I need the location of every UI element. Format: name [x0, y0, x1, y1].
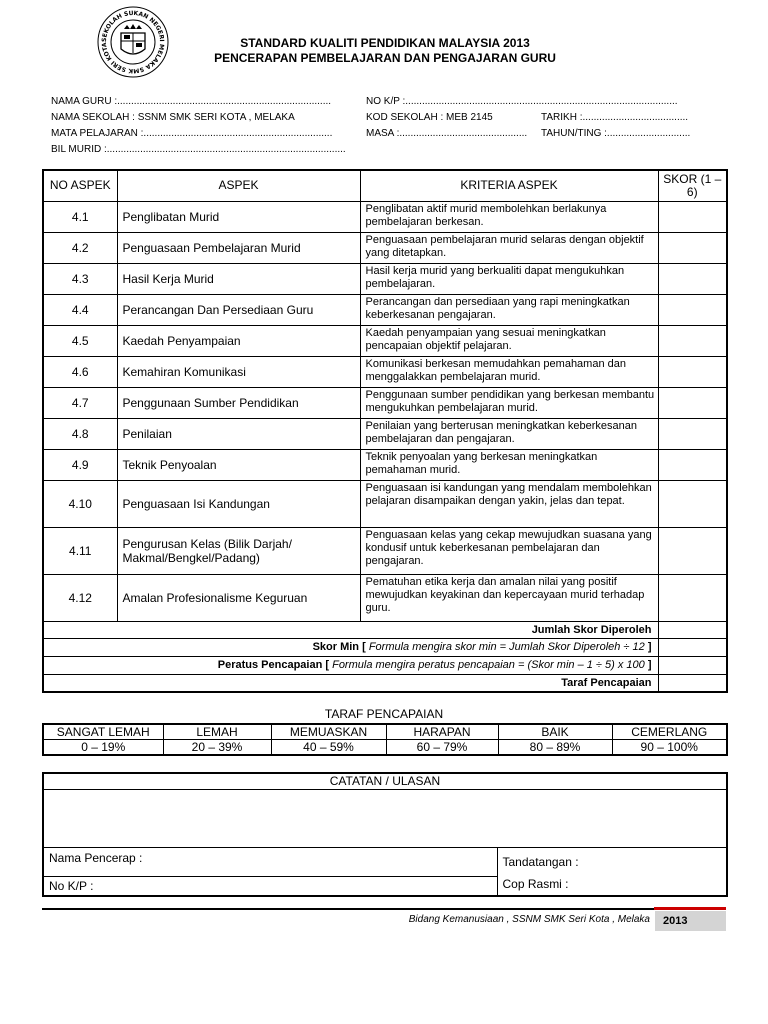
aspek-name: Kaedah Penyampaian — [117, 325, 360, 356]
masa-field[interactable]: MASA :.............................................. — [366, 128, 528, 139]
taraf-range: 0 – 19% — [43, 740, 163, 756]
nama-guru-field[interactable]: NAMA GURU :............................................................................. — [51, 96, 332, 107]
peratus-value-cell[interactable] — [658, 656, 727, 674]
skor-cell[interactable] — [658, 449, 727, 480]
table-row — [43, 480, 727, 527]
aspek-name: Hasil Kerja Murid — [117, 263, 360, 294]
aspek-no: 4.6 — [43, 356, 117, 387]
aspek-name: Penglibatan Murid — [117, 201, 360, 232]
taraf-level: MEMUASKAN — [271, 724, 386, 740]
taraf-pencapaian-title: TARAF PENCAPAIAN — [324, 707, 444, 721]
kriteria-text: Hasil kerja murid yang berkualiti dapat mengukuhkan pembelajaran. — [360, 263, 658, 294]
peratus-title: Peratus Pencapaian [ — [217, 659, 330, 671]
taraf-range: 40 – 59% — [271, 740, 386, 756]
taraf-level: LEMAH — [163, 724, 271, 740]
no-kp-pencerap-field[interactable]: No K/P : — [43, 877, 497, 896]
jumlah-label: Jumlah Skor Diperoleh — [43, 621, 658, 638]
jumlah-row — [43, 621, 727, 638]
kriteria-text: Pematuhan etika kerja dan amalan nilai yang positif mewujudkan keyakinan dan kepercayaan murid terhadap guru. — [360, 574, 658, 621]
aspek-no: 4.3 — [43, 263, 117, 294]
taraf-row — [43, 674, 727, 692]
aspek-name: Perancangan Dan Persediaan Guru — [117, 294, 360, 325]
aspek-no: 4.11 — [43, 527, 117, 574]
footer-accent — [654, 907, 726, 910]
peratus-row — [43, 656, 727, 674]
header-no-aspek: NO ASPEK — [43, 170, 117, 201]
aspek-no: 4.7 — [43, 387, 117, 418]
table-header-row — [43, 170, 727, 201]
taraf-range: 20 – 39% — [163, 740, 271, 756]
table-row — [43, 232, 727, 263]
kriteria-text: Penilaian yang berterusan meningkatkan keberkesanan pembelajaran dan pengajaran. — [360, 418, 658, 449]
skor-cell[interactable] — [658, 387, 727, 418]
footer-year: 2013 — [655, 911, 726, 931]
aspek-no: 4.4 — [43, 294, 117, 325]
skor-cell[interactable] — [658, 263, 727, 294]
taraf-level: HARAPAN — [386, 724, 498, 740]
taraf-range: 90 – 100% — [612, 740, 727, 756]
kod-sekolah-field: KOD SEKOLAH : MEB 2145 — [366, 112, 493, 123]
catatan-area[interactable] — [43, 789, 727, 847]
table-row — [43, 201, 727, 232]
tandatangan-cell[interactable] — [497, 847, 727, 896]
jumlah-value-cell[interactable] — [658, 621, 727, 638]
title-line-2: PENCERAPAN PEMBELAJARAN DAN PENGAJARAN GURU — [214, 51, 556, 65]
aspek-name: Kemahiran Komunikasi — [117, 356, 360, 387]
teacher-info-section — [51, 94, 721, 158]
table-row — [43, 449, 727, 480]
skor-cell[interactable] — [658, 574, 727, 621]
aspek-name: Penguasaan Isi Kandungan — [117, 480, 360, 527]
aspek-name: Amalan Profesionalisme Keguruan — [117, 574, 360, 621]
header-skor: SKOR (1 – 6) — [658, 170, 727, 201]
skor-cell[interactable] — [658, 527, 727, 574]
aspek-no: 4.5 — [43, 325, 117, 356]
table-row — [43, 418, 727, 449]
aspek-no: 4.12 — [43, 574, 117, 621]
assessment-table — [42, 169, 728, 693]
taraf-level: BAIK — [498, 724, 612, 740]
form-title — [180, 36, 590, 66]
mata-pelajaran-field[interactable]: MATA PELAJARAN :.................................................................... — [51, 128, 333, 139]
table-row — [43, 356, 727, 387]
taraf-range: 60 – 79% — [386, 740, 498, 756]
title-line-1: STANDARD KUALITI PENDIDIKAN MALAYSIA 2013 — [240, 36, 530, 50]
kriteria-text: Teknik penyoalan yang berkesan meningkatkan pemahaman murid. — [360, 449, 658, 480]
skor-min-title: Skor Min [ — [312, 641, 366, 653]
kriteria-text: Penggunaan sumber pendidikan yang berkesan membantu mengukuhkan pembelajaran murid. — [360, 387, 658, 418]
kriteria-text: Penglibatan aktif murid membolehkan berlakunya pembelajaran berkesan. — [360, 201, 658, 232]
kriteria-text: Komunikasi berkesan memudahkan pemahaman dan menggalakkan pembelajaran murid. — [360, 356, 658, 387]
nama-pencerap-field[interactable]: Nama Pencerap : — [43, 847, 497, 877]
kriteria-text: Perancangan dan persediaan yang rapi meningkatkan keberkesanan pengajaran. — [360, 294, 658, 325]
kriteria-text: Penguasaan kelas yang cekap mewujudkan suasana yang kondusif untuk keberkesanan pembelajaran dan pengajaran. — [360, 527, 658, 574]
taraf-levels-row — [43, 724, 727, 740]
table-row — [43, 263, 727, 294]
catatan-title: CATATAN / ULASAN — [43, 773, 727, 789]
aspek-name: Penilaian — [117, 418, 360, 449]
skor-cell[interactable] — [658, 418, 727, 449]
peratus-formula: Formula mengira peratus pencapaian = (Skor min – 1 ÷ 5) x 100 — [332, 659, 645, 671]
catatan-section — [42, 772, 728, 897]
table-row — [43, 387, 727, 418]
kriteria-text: Kaedah penyampaian yang sesuai meningkatkan pencapaian objektif pelajaran. — [360, 325, 658, 356]
aspek-name: Teknik Penyoalan — [117, 449, 360, 480]
taraf-value-cell[interactable] — [658, 674, 727, 692]
skor-min-formula: Formula mengira skor min = Jumlah Skor Diperoleh ÷ 12 — [368, 641, 645, 653]
taraf-level: CEMERLANG — [612, 724, 727, 740]
tahun-ting-field[interactable]: TAHUN/TING :.............................. — [541, 128, 691, 139]
taraf-pencapaian-table — [42, 723, 728, 756]
skor-min-close: ] — [647, 641, 652, 653]
table-row — [43, 527, 727, 574]
peratus-label — [43, 656, 658, 674]
tandatangan-label: Tandatangan : — [502, 854, 579, 869]
footer-text: Bidang Kemanusiaan , SSNM SMK Seri Kota , Melaka — [408, 914, 650, 925]
header-kriteria: KRITERIA ASPEK — [360, 170, 658, 201]
cop-rasmi-label: Cop Rasmi : — [502, 876, 569, 891]
aspek-name: Pengurusan Kelas (Bilik Darjah/ Makmal/Bengkel/Padang) — [117, 527, 360, 574]
taraf-label: Taraf Pencapaian — [43, 674, 658, 692]
skor-min-label — [43, 638, 658, 656]
taraf-level: SANGAT LEMAH — [43, 724, 163, 740]
header-aspek: ASPEK — [117, 170, 360, 201]
skor-cell[interactable] — [658, 201, 727, 232]
kriteria-text: Penguasaan pembelajaran murid selaras dengan objektif yang ditetapkan. — [360, 232, 658, 263]
table-row — [43, 325, 727, 356]
skor-cell[interactable] — [658, 232, 727, 263]
peratus-close: ] — [647, 659, 652, 671]
nama-sekolah-field: NAMA SEKOLAH : SSNM SMK SERI KOTA , MELAKA — [51, 112, 295, 123]
table-row — [43, 574, 727, 621]
table-row — [43, 294, 727, 325]
tarikh-field[interactable]: TARIKH :...................................... — [541, 112, 689, 123]
aspek-name: Penggunaan Sumber Pendidikan — [117, 387, 360, 418]
skor-cell[interactable] — [658, 325, 727, 356]
skor-min-row — [43, 638, 727, 656]
skor-cell[interactable] — [658, 356, 727, 387]
taraf-ranges-row — [43, 740, 727, 756]
aspek-name: Penguasaan Pembelajaran Murid — [117, 232, 360, 263]
footer-divider — [42, 908, 726, 910]
seal-text: SEKOLAH SUKAN NEGERI MELAKA SMK SERI KOTA — [100, 9, 166, 75]
skor-cell[interactable] — [658, 480, 727, 527]
skor-min-value-cell[interactable] — [658, 638, 727, 656]
aspek-no: 4.9 — [43, 449, 117, 480]
school-seal-logo — [96, 5, 170, 79]
aspek-no: 4.10 — [43, 480, 117, 527]
taraf-range: 80 – 89% — [498, 740, 612, 756]
aspek-no: 4.1 — [43, 201, 117, 232]
skor-cell[interactable] — [658, 294, 727, 325]
kriteria-text: Penguasaan isi kandungan yang mendalam membolehkan pelajaran disampaikan dengan yakin, jelas dan tepat. — [360, 480, 658, 527]
no-kp-field[interactable]: NO K/P :.................................................................................................. — [366, 96, 678, 107]
bil-murid-field[interactable]: BIL MURID :...................................................................................... — [51, 144, 346, 155]
aspek-no: 4.2 — [43, 232, 117, 263]
aspek-no: 4.8 — [43, 418, 117, 449]
